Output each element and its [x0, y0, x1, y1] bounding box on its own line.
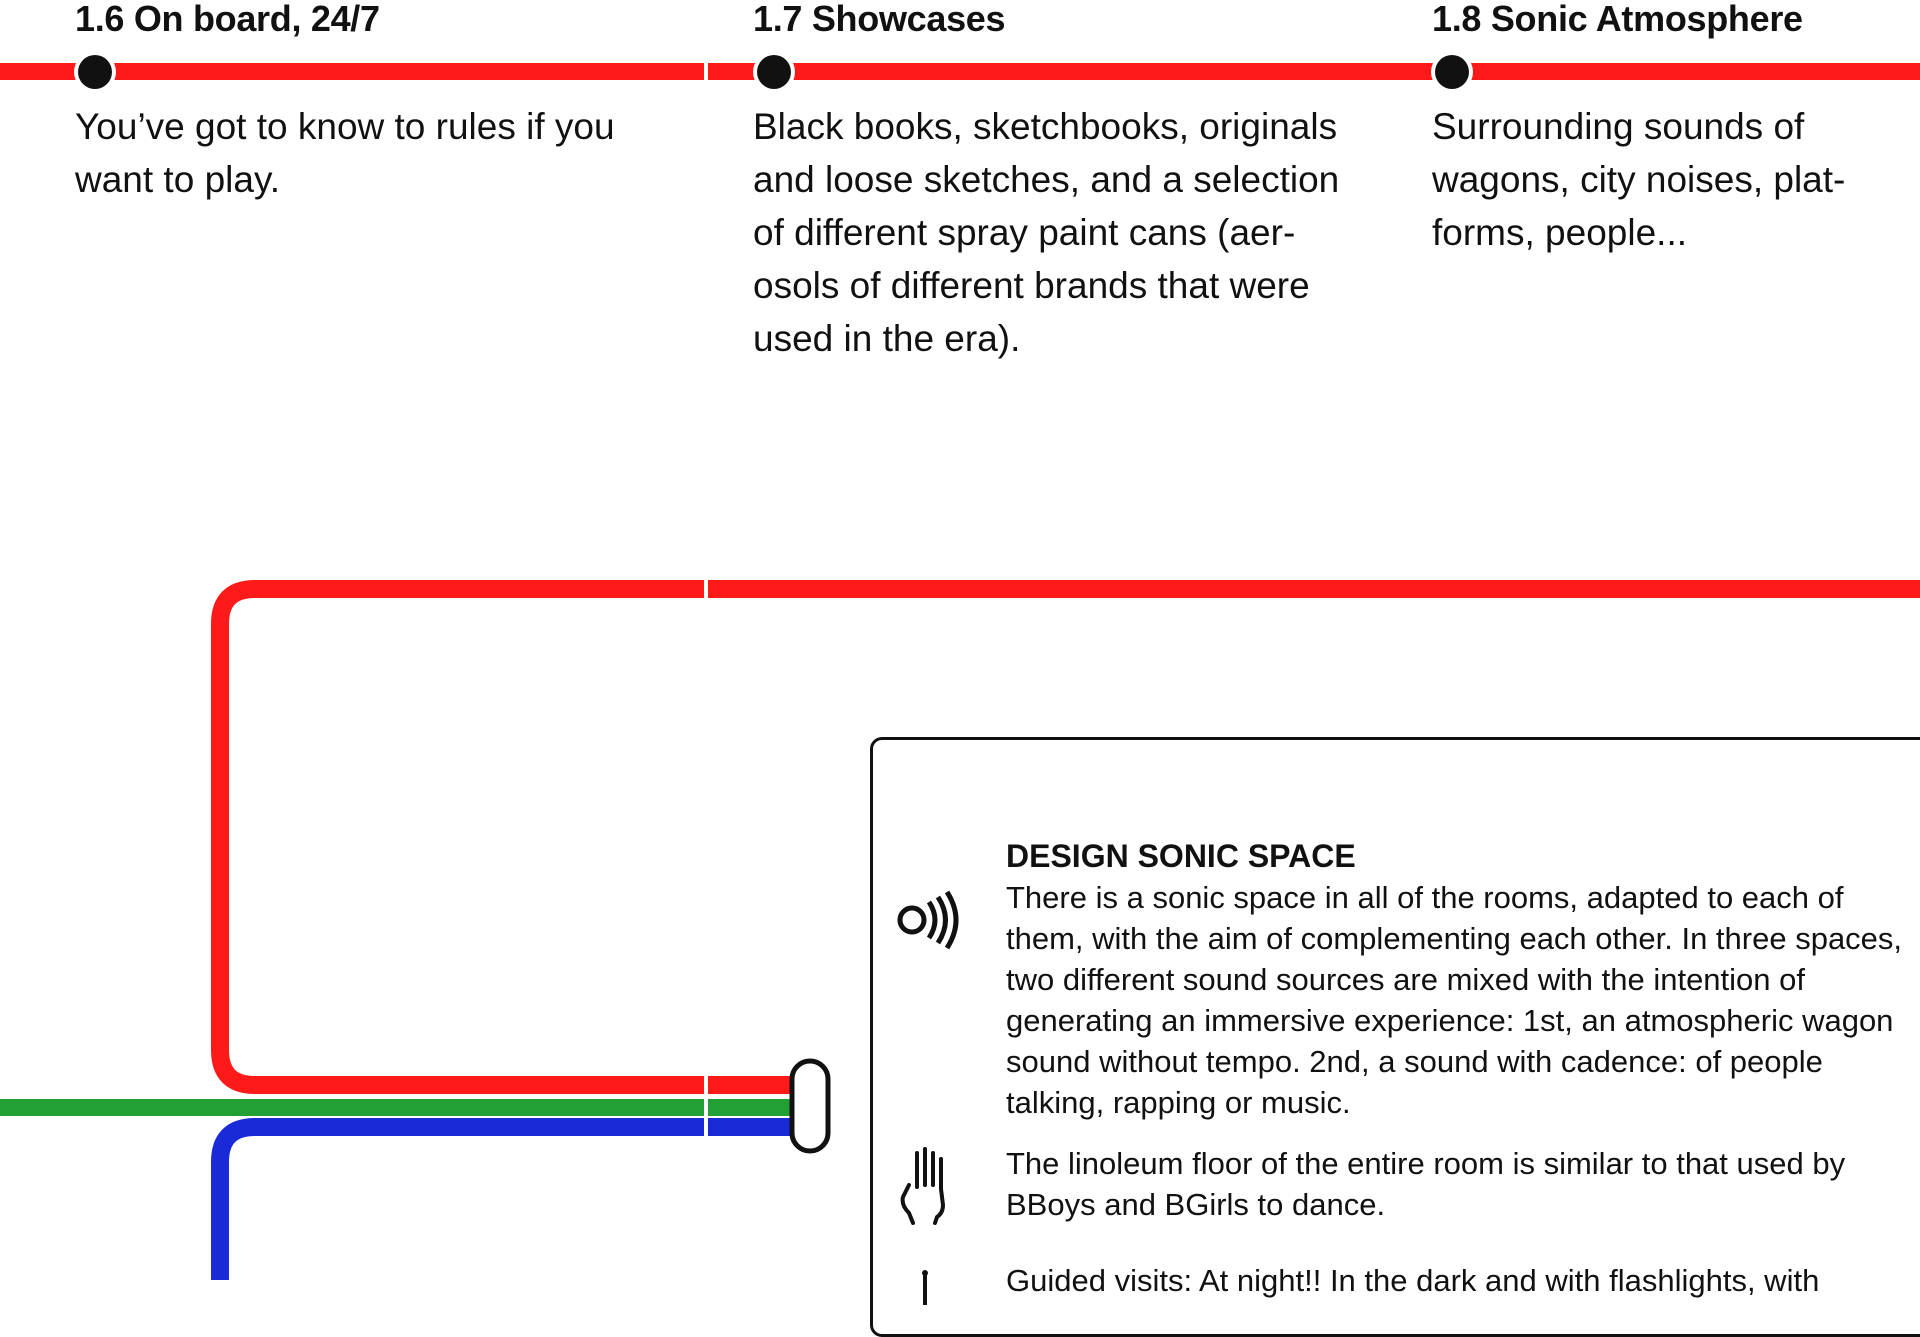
box-heading: DESIGN SONIC SPACE — [1006, 838, 1356, 874]
flashlight-icon — [895, 1265, 955, 1335]
station-title-1-7: 1.7 Showcases — [753, 0, 1006, 39]
box-item-floor-text: The linoleum floor of the entire room is similar to that used by BBoys and BGirls to dance. — [1006, 1146, 1846, 1222]
design-sonic-space-box — [870, 737, 1920, 1337]
station-dot-1-8[interactable] — [1431, 51, 1473, 93]
station-text-1-6: You’ve got to know to rules if you want to play. — [75, 106, 615, 200]
green-line — [0, 1099, 810, 1116]
hand-icon — [895, 1145, 955, 1225]
top-red-line — [0, 63, 1920, 80]
station-dot-1-6[interactable] — [74, 51, 116, 93]
line-joint-mark — [704, 578, 708, 600]
interchange-station[interactable] — [792, 1061, 828, 1151]
line-joint-mark — [704, 60, 708, 82]
station-title-1-8: 1.8 Sonic Atmosphere — [1432, 0, 1803, 39]
box-item-sound-text: There is a sonic space in all of the rooms, adapted to each of them, with the aim of complementing each other. In three spaces, two different sound sources are mixed with the intention of generating an immersive experience: 1st, an atmospheric wagon sound without tempo. 2nd, a sound with cadence: of people talking, rapping or music. — [1006, 880, 1903, 1120]
station-text-1-7: Black books, sketchbooks, originals and loose sketches, and a selection of different spray paint cans (aer-osols of different brands that were used in the era). — [753, 106, 1340, 359]
blue-line — [220, 1127, 810, 1280]
sound-waves-icon — [895, 888, 961, 954]
box-item-visits-text: Guided visits: At night!! In the dark and with flashlights, with — [1006, 1263, 1820, 1298]
station-title-1-6: 1.6 On board, 24/7 — [75, 0, 380, 39]
station-text-1-8: Surrounding sounds of wagons, city noises, plat-forms, people... — [1432, 106, 1846, 253]
line-joint-mark — [704, 1074, 708, 1136]
station-dot-1-7[interactable] — [753, 51, 795, 93]
